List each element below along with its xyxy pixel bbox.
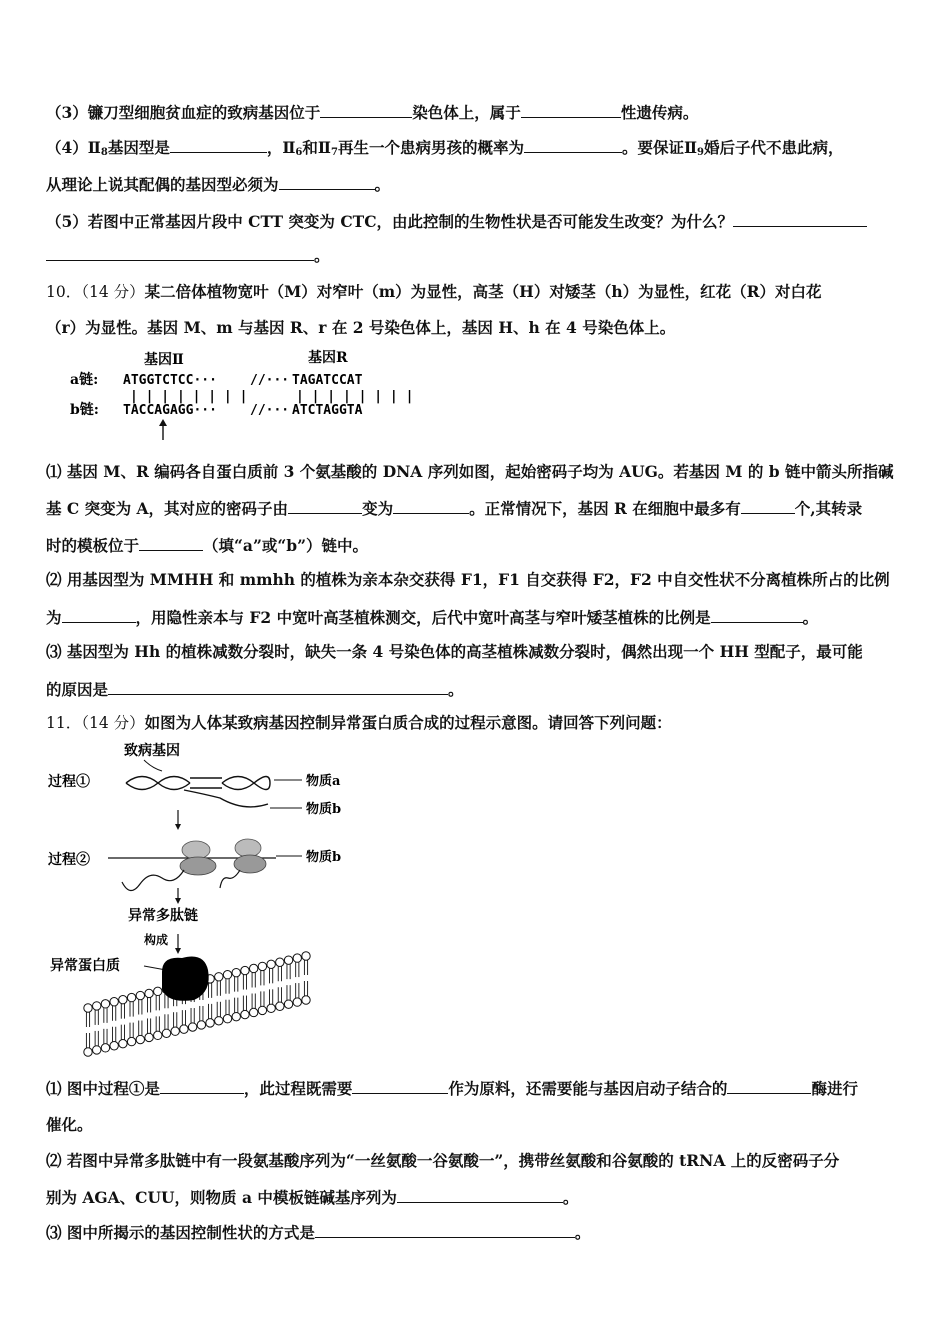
dna-double-helix bbox=[126, 777, 270, 807]
answer-blank[interactable] bbox=[733, 211, 867, 227]
gene-expression-svg bbox=[44, 738, 374, 1062]
polypeptide-chain bbox=[122, 870, 184, 891]
down-arrow-icon bbox=[175, 810, 181, 830]
q10-part1-text: 个,其转录 bbox=[794, 499, 863, 518]
q10-part1-text: 时的模板位于 bbox=[46, 536, 140, 555]
q9-part4-text: ，Ⅱ bbox=[266, 138, 296, 157]
dna-sequence-figure bbox=[60, 346, 420, 444]
answer-blank[interactable] bbox=[352, 1078, 448, 1094]
q9-part3 bbox=[46, 102, 698, 123]
q9-part3-text-b: 染色体上，属于 bbox=[412, 103, 521, 122]
phospholipid-head bbox=[276, 958, 284, 966]
chain-b-seq-3: ATCTAGGTA bbox=[292, 403, 363, 418]
chain-a-seq-1: ATGGTCTCC··· bbox=[123, 373, 217, 388]
phospholipid-head bbox=[302, 996, 310, 1004]
down-arrow-icon bbox=[175, 888, 181, 904]
q10-part1-text: ⑴ 基因 M、R 编码各自蛋白质前 3 个氨基酸的 DNA 序列如图，起始密码子均为 AUG。若基因 M 的 b 链中箭头所指碱 bbox=[46, 462, 894, 481]
answer-blank[interactable] bbox=[288, 498, 362, 514]
phospholipid-head bbox=[119, 995, 127, 1003]
answer-blank[interactable] bbox=[170, 137, 267, 153]
q9-part4 bbox=[46, 137, 844, 163]
base-pair-bars-2: | | | | | | | | bbox=[296, 389, 414, 404]
phospholipid-head bbox=[267, 960, 275, 968]
q11-stem-text: 如图为人体某致病基因控制异常蛋白质合成的过程示意图。请回答下列问题： bbox=[144, 713, 672, 732]
chain-a-seq-2: //··· bbox=[250, 373, 290, 388]
q10-part3-text: ⑶ 基因型为 Hh 的植株减数分裂时，缺失一条 4 号染色体的高茎植株减数分裂时，偶然出现一个 HH 型配子，最可能 bbox=[46, 642, 863, 661]
phospholipid-head bbox=[293, 954, 301, 962]
gene-r-label: 基因R bbox=[308, 350, 348, 366]
q9-part4-text: 从理论上说其配偶的基因型必须为 bbox=[46, 175, 279, 194]
material-a-label: 物质a bbox=[306, 774, 341, 789]
phospholipid-head bbox=[93, 1002, 101, 1010]
q9-part4-text: 婚后子代不患此病， bbox=[704, 138, 844, 157]
q10-part3 bbox=[46, 642, 863, 662]
q10-part1-text: 变为 bbox=[362, 499, 394, 518]
q9-part3-text-a: （3）镰刀型细胞贫血症的致病基因位于 bbox=[46, 103, 321, 122]
chain-b-seq-1: TACCAGAGG··· bbox=[123, 403, 217, 418]
phospholipid-head bbox=[223, 971, 231, 979]
phospholipid-head bbox=[215, 973, 223, 981]
abnormal-protein-label: 异常蛋白质 bbox=[50, 958, 120, 974]
q11-part1-text: ，此过程既需要 bbox=[243, 1079, 353, 1098]
phospholipid-head bbox=[241, 966, 249, 974]
phospholipid-head bbox=[101, 1044, 109, 1052]
base-pair-bars-1: | | | | | | | | bbox=[130, 389, 248, 404]
q10-part1-text: 基 C 突变为 A，其对应的密码子由 bbox=[46, 499, 289, 518]
q9-part5-text: （5）若图中正常基因片段中 CTT 突变为 CTC，由此控制的生物性状是否可能发生改变？为什么？ bbox=[46, 212, 734, 231]
question-number: 11．（14 分） bbox=[46, 714, 145, 732]
phospholipid-head bbox=[145, 989, 153, 997]
polypeptide-chain bbox=[220, 870, 240, 888]
answer-blank[interactable] bbox=[315, 1222, 575, 1238]
answer-blank[interactable] bbox=[160, 1078, 244, 1094]
q9-part5-line2 bbox=[46, 245, 330, 266]
phospholipid-head bbox=[136, 1035, 144, 1043]
phospholipid-head bbox=[154, 1031, 162, 1039]
q11-part2-text: 别为 AGA、CUU，则物质 a 中模板链碱基序列为 bbox=[46, 1188, 397, 1207]
phospholipid-head bbox=[154, 987, 162, 995]
answer-blank[interactable] bbox=[139, 535, 203, 551]
phospholipid-head bbox=[284, 956, 292, 964]
q10-part1-text: 。正常情况下，基因 R 在细胞中最多有 bbox=[469, 499, 741, 518]
phospholipid-head bbox=[249, 964, 257, 972]
q9-part4-text: 再生一个患病男孩的概率为 bbox=[337, 138, 524, 157]
q11-part1 bbox=[46, 1078, 858, 1099]
q10-part2 bbox=[46, 570, 890, 590]
subscript: 9 bbox=[697, 147, 704, 158]
q10-part2-text: ⑵ 用基因型为 MMHH 和 mmhh 的植株为亲本杂交获得 F1，F1 自交获得 F2，F2 中自交性状不分离植株所占的比例 bbox=[46, 570, 890, 589]
phospholipid-head bbox=[110, 1042, 118, 1050]
q10-part2-line2 bbox=[46, 607, 818, 628]
q10-part1-text: （填“a”或“b”）链中。 bbox=[203, 536, 369, 555]
phospholipid-head bbox=[119, 1039, 127, 1047]
subscript: 7 bbox=[330, 147, 338, 158]
q10-part1-line2 bbox=[46, 498, 862, 519]
phospholipid-head bbox=[241, 1010, 249, 1018]
phospholipid-head bbox=[84, 1004, 92, 1012]
chain-a-seq-3: TAGATCCAT bbox=[292, 373, 363, 388]
chain-a-label: a链: bbox=[70, 372, 99, 388]
q9-part3-text-c: 性遗传病。 bbox=[620, 103, 699, 122]
answer-blank[interactable] bbox=[62, 607, 136, 623]
answer-blank[interactable] bbox=[741, 498, 795, 514]
phospholipid-head bbox=[127, 1037, 135, 1045]
phospholipid-head bbox=[284, 1000, 292, 1008]
process-1-label: 过程① bbox=[48, 774, 90, 790]
q11-part2-text: 。 bbox=[562, 1188, 579, 1207]
q10-stem-text: （r）为显性。基因 M、m 与基因 R、r 在 2 号染色体上，基因 H、h 在 4 号染色体上。 bbox=[46, 318, 676, 337]
q11-stem bbox=[46, 713, 672, 733]
phospholipid-head bbox=[84, 1048, 92, 1056]
q9-part5 bbox=[46, 211, 867, 232]
form-label: 构成 bbox=[144, 933, 169, 947]
q9-part4-text: 。 bbox=[374, 175, 391, 194]
q11-part1-text: 作为原料，还需要能与基因启动子结合的 bbox=[448, 1079, 728, 1098]
q11-part2 bbox=[46, 1151, 839, 1171]
answer-blank[interactable] bbox=[320, 102, 412, 118]
answer-blank[interactable] bbox=[711, 607, 803, 623]
q10-stem bbox=[46, 282, 821, 302]
material-b-label-2: 物质b bbox=[306, 850, 342, 865]
down-arrow-icon bbox=[175, 934, 181, 954]
q9-part4-text: 基因型是 bbox=[107, 138, 170, 157]
dna-figure-svg bbox=[60, 346, 420, 444]
phospholipid-head bbox=[249, 1008, 257, 1016]
subscript: 8 bbox=[100, 147, 108, 158]
phospholipid-head bbox=[232, 1012, 240, 1020]
abnormal-protein-blob bbox=[162, 957, 209, 1001]
phospholipid-head bbox=[206, 1019, 214, 1027]
phospholipid-head bbox=[223, 1015, 231, 1023]
phospholipid-head bbox=[101, 1000, 109, 1008]
phospholipid-head bbox=[215, 1017, 223, 1025]
q9-part4-text: 和Ⅱ bbox=[302, 138, 331, 157]
gene-label: 致病基因 bbox=[124, 743, 180, 759]
q11-part3 bbox=[46, 1222, 590, 1243]
gene-expression-figure bbox=[44, 738, 374, 1062]
q9-part4-line2 bbox=[46, 174, 390, 195]
answer-blank[interactable] bbox=[397, 1187, 563, 1203]
q11-part2-line2 bbox=[46, 1187, 578, 1208]
phospholipid-head bbox=[145, 1033, 153, 1041]
phospholipid-head bbox=[180, 1025, 188, 1033]
question-number: 10．（14 分） bbox=[46, 283, 145, 301]
ribosome-icon bbox=[234, 839, 266, 873]
phospholipid-head bbox=[127, 993, 135, 1001]
q9-part4-text: （4）Ⅱ bbox=[46, 138, 101, 157]
answer-blank[interactable] bbox=[727, 1078, 811, 1094]
q10-part1 bbox=[46, 462, 894, 482]
q11-part1-line2 bbox=[46, 1115, 93, 1135]
abnormal-polypeptide-label: 异常多肽链 bbox=[128, 908, 198, 924]
q10-part2-text: ，用隐性亲本与 F2 中宽叶高茎植株测交，后代中宽叶高茎与窄叶矮茎植株的比例是 bbox=[135, 608, 711, 627]
q11-part1-text: 酶进行 bbox=[811, 1079, 858, 1098]
answer-blank[interactable] bbox=[521, 102, 621, 118]
phospholipid-head bbox=[302, 952, 310, 960]
q10-part2-text: 。 bbox=[802, 608, 819, 627]
answer-blank[interactable] bbox=[524, 137, 622, 153]
phospholipid-head bbox=[276, 1002, 284, 1010]
q11-part1-text: 催化。 bbox=[46, 1115, 93, 1134]
answer-blank[interactable] bbox=[108, 679, 448, 695]
phospholipid-head bbox=[162, 1029, 170, 1037]
answer-blank[interactable] bbox=[46, 245, 314, 261]
phospholipid-head bbox=[267, 1004, 275, 1012]
q11-part1-text: ⑴ 图中过程①是 bbox=[46, 1079, 160, 1098]
phospholipid-head bbox=[188, 1023, 196, 1031]
chain-b-label: b链: bbox=[70, 402, 99, 418]
q11-part2-text: ⑵ 若图中异常多肽链中有一段氨基酸序列为“一丝氨酸一谷氨酸一”，携带丝氨酸和谷氨酸的 tRNA 上的反密码子分 bbox=[46, 1151, 840, 1170]
q10-stem-text: 某二倍体植物宽叶（M）对窄叶（m）为显性，高茎（H）对矮茎（h）为显性，红花（R）对白花 bbox=[144, 282, 822, 301]
subscript: 6 bbox=[295, 147, 303, 158]
phospholipid-head bbox=[232, 968, 240, 976]
phospholipid-head bbox=[110, 998, 118, 1006]
q10-part1-line3 bbox=[46, 535, 368, 556]
gene-m-label: 基因Ⅱ bbox=[144, 352, 184, 368]
phospholipid-head bbox=[171, 1027, 179, 1035]
q10-part3-line2 bbox=[46, 679, 464, 700]
up-arrow-icon bbox=[159, 419, 167, 440]
answer-blank[interactable] bbox=[279, 174, 375, 190]
gene-pointer bbox=[144, 760, 162, 771]
q10-stem-line2 bbox=[46, 318, 675, 338]
q10-part3-text: 。 bbox=[448, 680, 464, 699]
answer-blank[interactable] bbox=[393, 498, 469, 514]
q11-part3-text: ⑶ 图中所揭示的基因控制性状的方式是 bbox=[46, 1223, 315, 1242]
material-b-label-1: 物质b bbox=[306, 802, 342, 817]
phospholipid-head bbox=[258, 1006, 266, 1014]
phospholipid-head bbox=[197, 1021, 205, 1029]
phospholipid-head bbox=[93, 1046, 101, 1054]
q9-part4-text: 。要保证Ⅱ bbox=[621, 138, 698, 157]
q11-part3-text: 。 bbox=[574, 1223, 591, 1242]
phospholipid-head bbox=[258, 962, 266, 970]
phospholipid-head bbox=[293, 998, 301, 1006]
chain-b-seq-2: //··· bbox=[250, 403, 290, 418]
q10-part2-text: 为 bbox=[46, 608, 62, 627]
phospholipid-head bbox=[136, 991, 144, 999]
q10-part3-text: 的原因是 bbox=[46, 680, 109, 699]
q9-part5-text: 。 bbox=[314, 246, 330, 265]
process-2-label: 过程② bbox=[48, 852, 90, 868]
